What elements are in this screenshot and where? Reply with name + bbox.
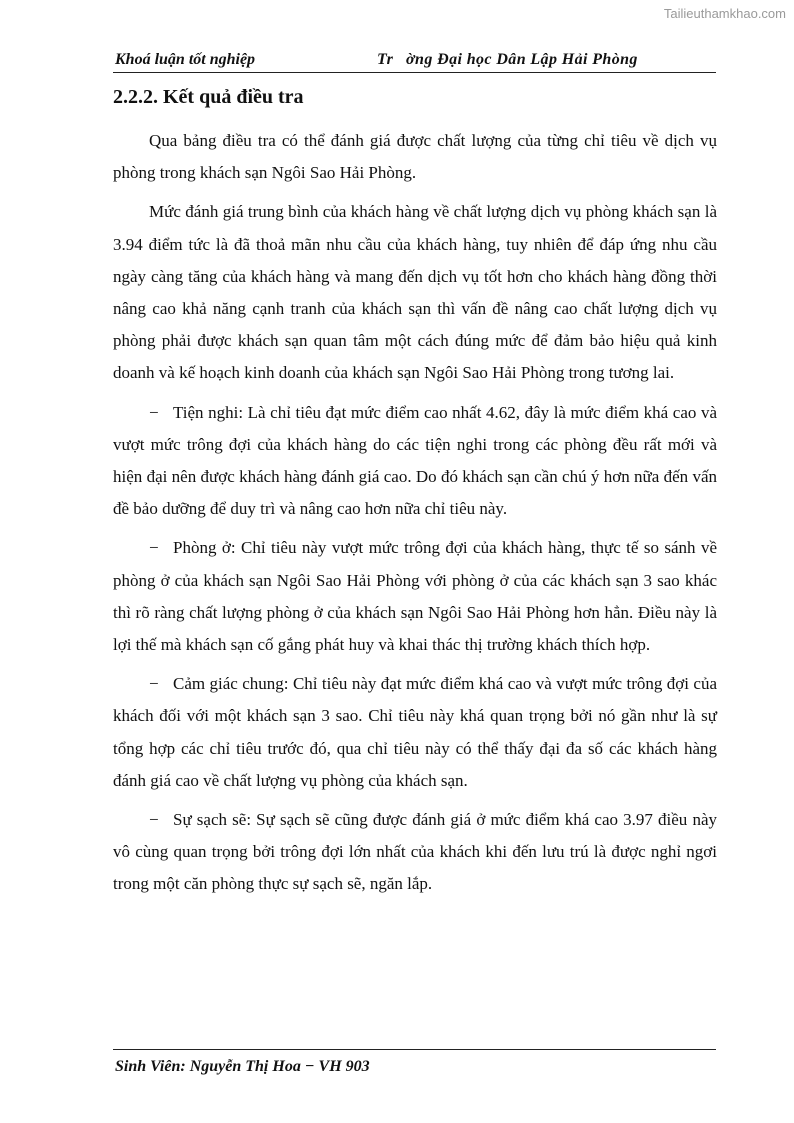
watermark-text: Tailieuthamkhao.com [663,6,786,21]
header-university-label: Tr ờng Đại học Dân Lập Hải Phòng [377,51,638,68]
paragraph [113,196,717,389]
bullet-paragraph [113,804,717,901]
paragraph-text: Qua bảng điều tra có thể đánh giá được chất lượng của từng chỉ tiêu về dịch vụ phòng trong khách sạn Ngôi Sao Hải Phòng. [113,131,717,183]
page-footer [113,1049,716,1075]
bullet-paragraph [113,532,717,661]
dash-marker: − [149,402,159,422]
page-header [113,50,716,73]
body-content [113,125,717,908]
paragraph-text: Phòng ở: Chỉ tiêu này vượt mức trông đợi của khách hàng, thực tế so sánh về phòng ở của khách sạn Ngôi Sao Hải Phòng với phòng ở của các khách sạn 3 sao khác thì rõ ràng chất lượng phòng ở của khách sạn Ngôi Sao Hải Phòng hơn hẳn. Điều này là lợi thế mà khách sạn cố gắng phát huy và khai thác thị trường khách thích hợp. [113,538,717,655]
paragraph-text: Cảm giác chung: Chỉ tiêu này đạt mức điểm khá cao và vượt mức trông đợi của khách đối với một khách sạn 3 sao. Chỉ tiêu này khá quan trọng bởi nó gần như là sự tổng hợp các chỉ tiêu trước đó, qua chỉ tiêu này có thể thấy đại đa số các khách hàng đánh giá cao về chất lượng vụ phòng của khách sạn. [113,674,717,790]
header-thesis-label: Khoá luận tốt nghiệp [115,51,256,68]
dash-marker: − [149,674,159,694]
paragraph [113,125,717,189]
dash-marker: − [149,538,159,558]
dash-marker: − [149,810,159,830]
footer-student-label: Sinh Viên: Nguyễn Thị Hoa − VH 903 [115,1058,370,1075]
paragraph-text: Sự sạch sẽ: Sự sạch sẽ cũng được đánh giá ở mức điểm khá cao 3.97 điều này vô cùng quan trọng bởi trông đợi lớn nhất của khách khi đến lưu trú là được nghỉ ngơi trong một căn phòng thực sự sạch sẽ, ngăn lắp. [113,810,717,894]
section-title: 2.2.2. Kết quả điều tra [113,86,304,108]
paragraph-text: Tiện nghi: Là chỉ tiêu đạt mức điểm cao nhất 4.62, đây là mức điểm khá cao và vượt mức trông đợi của khách hàng do các tiện nghi trong các phòng đều rất mới và hiện đại nên được khách hàng đánh giá cao. Do đó khách sạn cần chú ý hơn nữa đến vấn đề bảo dưỡng để duy trì và nâng cao hơn nữa chỉ tiêu này. [113,402,717,519]
paragraph-text: Mức đánh giá trung bình của khách hàng về chất lượng dịch vụ phòng khách sạn là 3.94 điểm tức là đã thoả mãn nhu cầu của khách hàng, tuy nhiên để đáp ứng nhu cầu ngày càng tăng của khách hàng và mang đến dịch vụ tốt hơn cho khách hàng đồng thời nâng cao khả năng cạnh tranh của khách sạn thì vấn đề nâng cao chất lượng dịch vụ phòng phải được khách sạn quan tâm một cách đúng mức để đảm bảo hiệu quả kinh doanh và kế hoạch kinh doanh của khách sạn Ngôi Sao Hải Phòng trong tương lai. [113,202,717,383]
bullet-paragraph [113,668,717,797]
bullet-paragraph [113,397,717,526]
